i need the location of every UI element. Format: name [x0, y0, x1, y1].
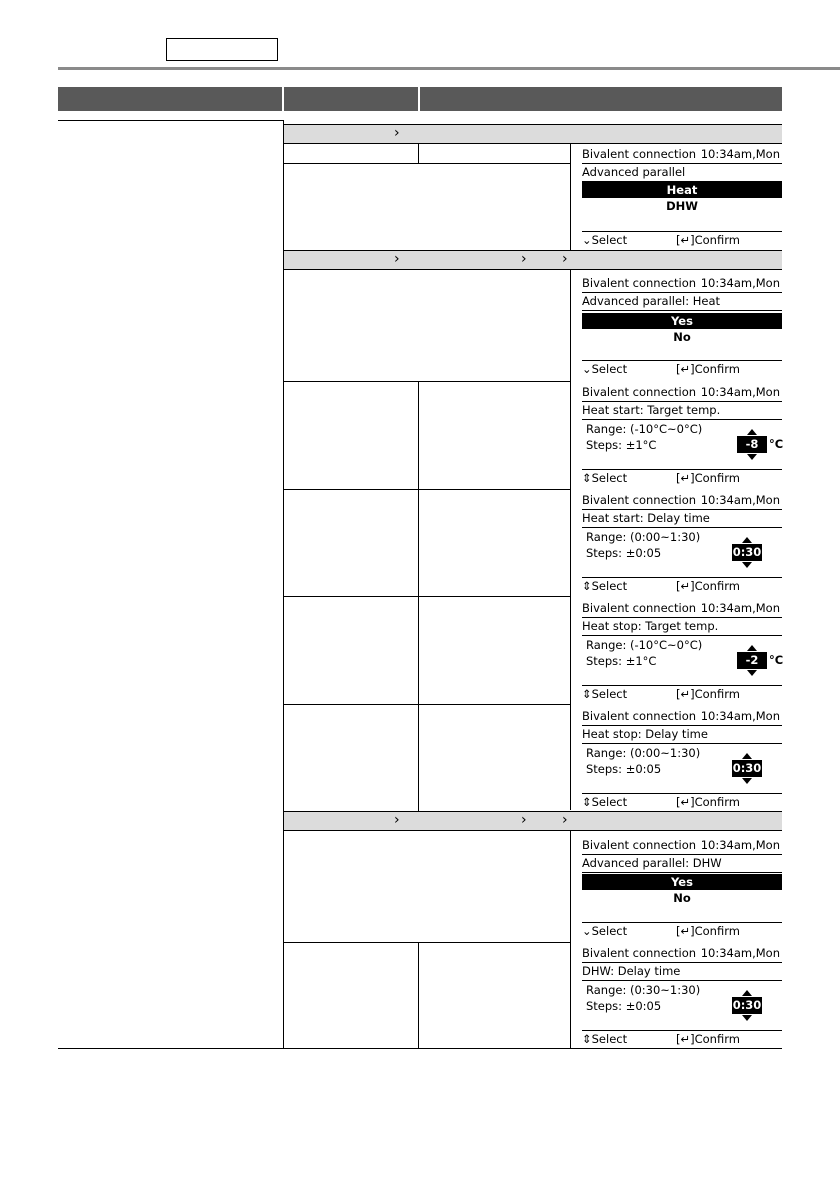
selected-option[interactable]: Yes [582, 874, 782, 890]
header-label-box [166, 38, 278, 61]
screen-heat-stop-target-temp [582, 600, 782, 702]
option[interactable]: No [673, 891, 691, 905]
steps-text: Steps: ±0:05 [586, 762, 662, 776]
row-divider [284, 163, 570, 164]
screen-heat-stop-delay-time [582, 708, 782, 810]
screen-time: 10:34am,Mon [700, 147, 780, 161]
screen-time: 10:34am,Mon [700, 601, 780, 615]
confirm-hint: [↵]Confirm [676, 470, 740, 485]
select-hint: ⌄Select [582, 361, 628, 376]
table-bottom-rule [58, 1048, 782, 1049]
screen-title: Bivalent connection [582, 946, 697, 960]
screen-advanced-parallel-dhw [582, 837, 782, 939]
select-hint: ⌄Select [582, 232, 628, 247]
row-divider [284, 704, 570, 705]
chevron-right-icon: › [394, 812, 400, 828]
table-header-col2 [284, 87, 418, 111]
screen-time: 10:34am,Mon [700, 838, 780, 852]
select-hint: ⇕Select [582, 794, 628, 809]
cell-divider [570, 831, 571, 1049]
steps-text: Steps: ±0:05 [586, 999, 662, 1013]
increase-arrow-icon[interactable] [747, 429, 757, 435]
screen-title: Bivalent connection [582, 385, 697, 399]
increase-arrow-icon[interactable] [742, 537, 752, 543]
screen-heat-start-target-temp [582, 384, 782, 486]
screen-time: 10:34am,Mon [700, 493, 780, 507]
screen-subtitle: Heat start: Target temp. [582, 403, 721, 417]
range-text: Range: (0:00~1:30) [586, 746, 701, 760]
section-bar-3 [284, 811, 782, 831]
screen-title: Bivalent connection [582, 838, 697, 852]
steps-text: Steps: ±1°C [586, 654, 657, 668]
option[interactable]: No [673, 330, 691, 344]
range-text: Range: (0:30~1:30) [586, 983, 701, 997]
header-rule [58, 67, 840, 70]
value-display[interactable]: -8 [737, 436, 767, 453]
decrease-arrow-icon[interactable] [747, 454, 757, 460]
chevron-right-icon: › [521, 251, 527, 267]
unit-label: °C [769, 437, 784, 451]
confirm-hint: [↵]Confirm [676, 361, 740, 376]
steps-text: Steps: ±0:05 [586, 546, 662, 560]
row-divider [284, 596, 570, 597]
chevron-right-icon: › [562, 812, 568, 828]
confirm-hint: [↵]Confirm [676, 923, 740, 938]
range-text: Range: (0:00~1:30) [586, 530, 701, 544]
cell-divider [570, 270, 571, 810]
chevron-right-icon: › [562, 251, 568, 267]
value-display[interactable]: -2 [737, 652, 767, 669]
section-bar-2 [284, 250, 782, 270]
confirm-hint: [↵]Confirm [676, 794, 740, 809]
screen-subtitle: Heat stop: Target temp. [582, 619, 719, 633]
row-divider [284, 942, 570, 943]
decrease-arrow-icon[interactable] [742, 1015, 752, 1021]
screen-time: 10:34am,Mon [700, 709, 780, 723]
screen-subtitle: Advanced parallel [582, 165, 686, 179]
screen-subtitle: Heat stop: Delay time [582, 727, 708, 741]
value-display[interactable]: 0:30 [732, 998, 762, 1012]
value-display[interactable]: 0:30 [732, 761, 762, 775]
row-divider [284, 381, 570, 382]
increase-arrow-icon[interactable] [747, 645, 757, 651]
confirm-hint: [↵]Confirm [676, 578, 740, 593]
select-hint: ⌄Select [582, 923, 628, 938]
steps-text: Steps: ±1°C [586, 438, 657, 452]
screen-heat-start-delay-time [582, 492, 782, 594]
screen-dhw-delay-time [582, 945, 782, 1047]
screen-subtitle: Heat start: Delay time [582, 511, 710, 525]
screen-time: 10:34am,Mon [700, 276, 780, 290]
chevron-right-icon: › [521, 812, 527, 828]
cell-divider [418, 144, 419, 164]
confirm-hint: [↵]Confirm [676, 1031, 740, 1046]
screen-title: Bivalent connection [582, 147, 697, 161]
decrease-arrow-icon[interactable] [742, 778, 752, 784]
decrease-arrow-icon[interactable] [742, 562, 752, 568]
screen-title: Bivalent connection [582, 493, 697, 507]
table-header-col1 [58, 87, 282, 111]
chevron-right-icon: › [394, 125, 400, 141]
screen-advanced-parallel-heat [582, 275, 782, 377]
range-text: Range: (-10°C~0°C) [586, 638, 703, 652]
screen-time: 10:34am,Mon [700, 946, 780, 960]
confirm-hint: [↵]Confirm [676, 232, 740, 247]
select-hint: ⇕Select [582, 470, 628, 485]
decrease-arrow-icon[interactable] [747, 670, 757, 676]
unit-label: °C [769, 653, 784, 667]
select-hint: ⇕Select [582, 686, 628, 701]
increase-arrow-icon[interactable] [742, 753, 752, 759]
screen-subtitle: Advanced parallel: Heat [582, 294, 721, 308]
select-hint: ⇕Select [582, 1031, 628, 1046]
selected-option[interactable]: Yes [582, 313, 782, 329]
range-text: Range: (-10°C~0°C) [586, 422, 703, 436]
option[interactable]: DHW [666, 199, 698, 213]
increase-arrow-icon[interactable] [742, 990, 752, 996]
confirm-hint: [↵]Confirm [676, 686, 740, 701]
screen-title: Bivalent connection [582, 601, 697, 615]
selected-option[interactable]: Heat [582, 182, 782, 198]
section-bar-1 [284, 124, 782, 144]
screen-title: Bivalent connection [582, 276, 697, 290]
chevron-right-icon: › [394, 251, 400, 267]
screen-advanced-parallel [582, 146, 782, 248]
screen-time: 10:34am,Mon [700, 385, 780, 399]
cell-divider [418, 942, 419, 1049]
select-hint: ⇕Select [582, 578, 628, 593]
cell-divider [570, 144, 571, 250]
row-divider [58, 120, 284, 121]
row-divider [284, 489, 570, 490]
table-header-col3 [420, 87, 782, 111]
value-display[interactable]: 0:30 [732, 545, 762, 559]
screen-title: Bivalent connection [582, 709, 697, 723]
screen-subtitle: Advanced parallel: DHW [582, 856, 722, 870]
screen-subtitle: DHW: Delay time [582, 964, 681, 978]
